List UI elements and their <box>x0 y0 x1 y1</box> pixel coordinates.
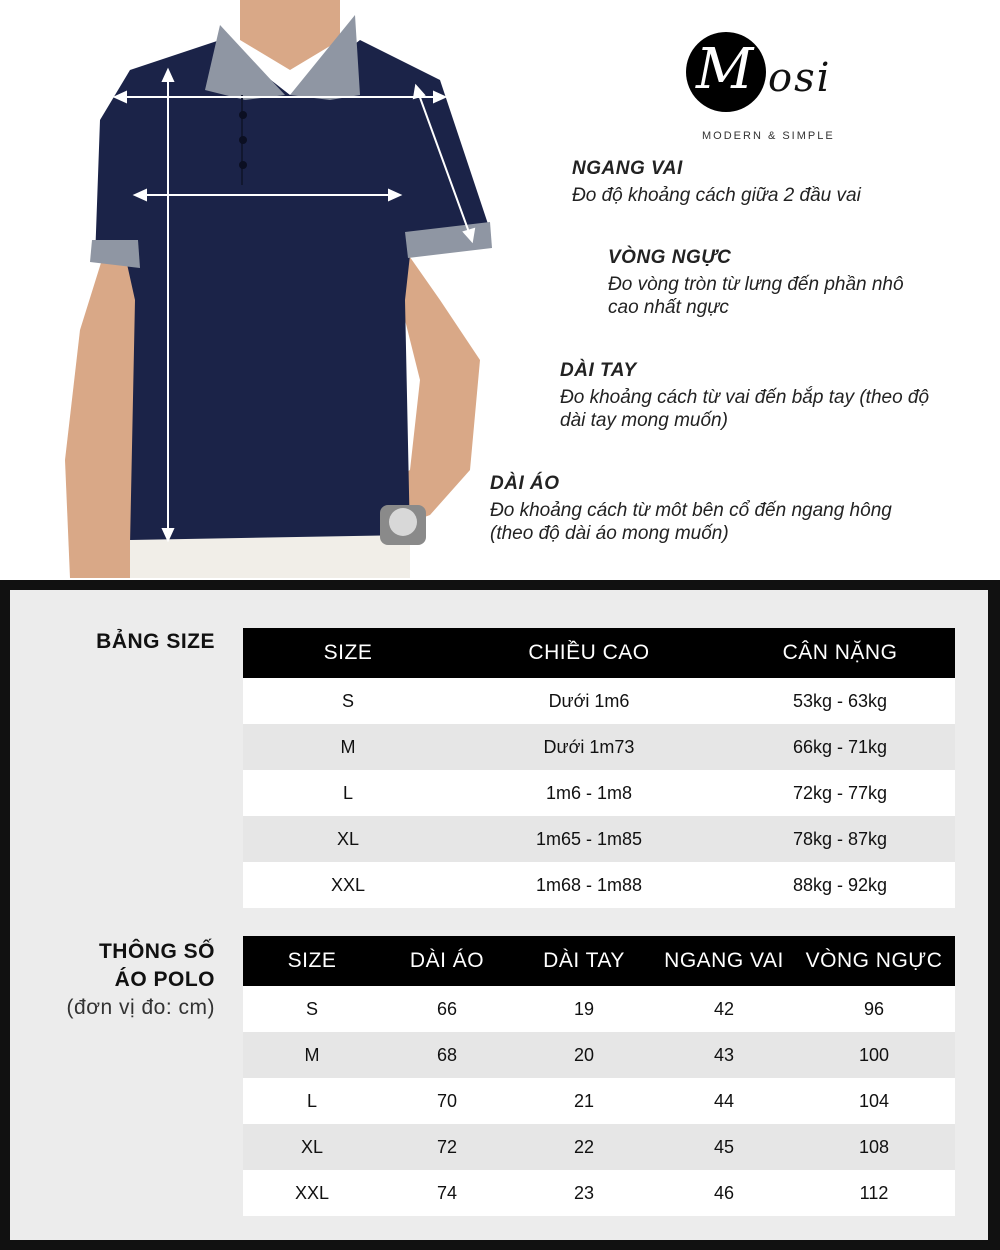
polo-shirt-illustration <box>10 0 530 578</box>
table-row <box>243 678 955 724</box>
cell-vong-nguc: 104 <box>793 1078 955 1124</box>
measure-desc: Đo độ khoảng cách giữa 2 đầu vai <box>572 185 861 206</box>
cell-size: XXL <box>243 862 453 908</box>
cell-size: XL <box>243 816 453 862</box>
table-row <box>243 986 955 1032</box>
spec-table-label <box>30 938 215 1022</box>
cell-height: 1m65 - 1m85 <box>453 816 725 862</box>
table-row <box>243 770 955 816</box>
header-ngang-vai: NGANG VAI <box>655 936 793 986</box>
cell-ngang-vai: 45 <box>655 1124 793 1170</box>
cell-weight: 53kg - 63kg <box>725 678 955 724</box>
table-row <box>243 816 955 862</box>
cell-dai-tay: 22 <box>513 1124 655 1170</box>
cell-vong-nguc: 112 <box>793 1170 955 1216</box>
size-charts-panel <box>10 590 988 1240</box>
header-vong-nguc: VÒNG NGỰC <box>793 936 955 986</box>
cell-size: L <box>243 1078 381 1124</box>
measure-desc: Đo vòng tròn từ lưng đến phần nhô cao nhất ngực <box>608 274 904 318</box>
header-dai-tay: DÀI TAY <box>513 936 655 986</box>
logo-letter: M <box>696 37 754 102</box>
spec-table-header <box>243 936 955 986</box>
cell-size: S <box>243 986 381 1032</box>
cell-height: Dưới 1m73 <box>453 724 725 770</box>
table-row <box>243 862 955 908</box>
cell-dai-ao: 72 <box>381 1124 513 1170</box>
cell-ngang-vai: 42 <box>655 986 793 1032</box>
cell-weight: 66kg - 71kg <box>725 724 955 770</box>
brand-logo <box>676 28 856 148</box>
cell-vong-nguc: 96 <box>793 986 955 1032</box>
product-image-panel <box>0 0 1000 580</box>
cell-size: XXL <box>243 1170 381 1216</box>
cell-dai-ao: 70 <box>381 1078 513 1124</box>
table-row <box>243 1032 955 1078</box>
measure-title: DÀI TAY <box>560 360 637 381</box>
table-row <box>243 724 955 770</box>
size-table-header <box>243 628 955 678</box>
header-size: SIZE <box>243 936 381 986</box>
cell-vong-nguc: 100 <box>793 1032 955 1078</box>
cell-size: M <box>243 724 453 770</box>
cell-dai-tay: 23 <box>513 1170 655 1216</box>
table-row <box>243 1170 955 1216</box>
cell-dai-ao: 66 <box>381 986 513 1032</box>
measure-ngang-vai <box>572 158 1000 207</box>
measure-title: NGANG VAI <box>572 158 683 179</box>
measure-desc: Đo khoảng cách từ môt bên cổ đến ngang hông (theo độ dài áo mong muốn) <box>490 500 892 544</box>
cell-height: Dưới 1m6 <box>453 678 725 724</box>
header-dai-ao: DÀI ÁO <box>381 936 513 986</box>
cell-dai-tay: 21 <box>513 1078 655 1124</box>
cell-size: S <box>243 678 453 724</box>
logo-wordmark: osi <box>768 55 832 101</box>
size-table <box>243 628 955 908</box>
measure-title: VÒNG NGỰC <box>608 247 732 268</box>
cell-height: 1m6 - 1m8 <box>453 770 725 816</box>
cell-size: XL <box>243 1124 381 1170</box>
size-table-label: BẢNG SIZE <box>96 630 215 653</box>
spec-label-line1: THÔNG SỐ <box>98 940 215 963</box>
measure-desc: Đo khoảng cách từ vai đến bắp tay (theo độ dài tay mong muốn) <box>560 387 930 431</box>
cell-dai-ao: 68 <box>381 1032 513 1078</box>
cell-ngang-vai: 46 <box>655 1170 793 1216</box>
header-size: SIZE <box>243 628 453 678</box>
cell-ngang-vai: 43 <box>655 1032 793 1078</box>
cell-vong-nguc: 108 <box>793 1124 955 1170</box>
measure-title: DÀI ÁO <box>490 473 560 494</box>
cell-size: L <box>243 770 453 816</box>
measure-vong-nguc <box>608 247 938 319</box>
header-can-nang: CÂN NẶNG <box>725 628 955 678</box>
spec-label-line2: ÁO POLO <box>114 968 215 991</box>
spec-unit-note: (đơn vị đo: cm) <box>66 996 215 1019</box>
cell-weight: 78kg - 87kg <box>725 816 955 862</box>
logo-tagline: MODERN & SIMPLE <box>702 130 835 142</box>
cell-height: 1m68 - 1m88 <box>453 862 725 908</box>
cell-size: M <box>243 1032 381 1078</box>
cell-dai-tay: 20 <box>513 1032 655 1078</box>
cell-ngang-vai: 44 <box>655 1078 793 1124</box>
measure-dai-ao <box>490 473 920 545</box>
measure-dai-tay <box>560 360 940 432</box>
table-row <box>243 1078 955 1124</box>
cell-dai-ao: 74 <box>381 1170 513 1216</box>
spec-table <box>243 936 955 1216</box>
cell-dai-tay: 19 <box>513 986 655 1032</box>
cell-weight: 72kg - 77kg <box>725 770 955 816</box>
table-row <box>243 1124 955 1170</box>
cell-weight: 88kg - 92kg <box>725 862 955 908</box>
header-chieu-cao: CHIỀU CAO <box>453 628 725 678</box>
